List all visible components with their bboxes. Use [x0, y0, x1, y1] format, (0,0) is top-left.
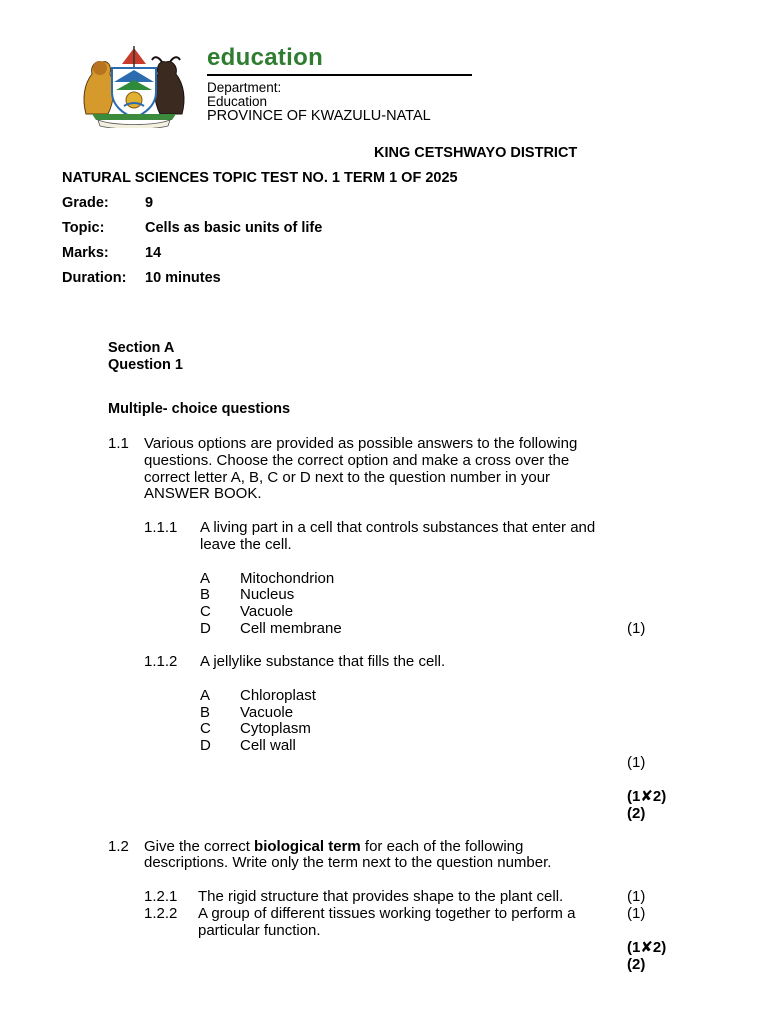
question-text: The rigid structure that provides shape to the plant cell. — [198, 888, 564, 905]
mcq-heading: Multiple- choice questions — [108, 401, 291, 417]
question-number: 1.2.1 — [144, 888, 178, 905]
option-letter: B — [200, 704, 211, 721]
brand-rule — [207, 74, 472, 76]
duration-label: Duration: — [62, 270, 127, 286]
question-text: A jellylike substance that fills the cell. — [200, 653, 446, 670]
question-label: Question 1 — [108, 357, 183, 373]
option-letter: A — [200, 687, 211, 704]
question-number: 1.1 — [108, 435, 129, 452]
brand-wordmark: education — [207, 44, 324, 71]
option-text: Mitochondrion — [240, 570, 335, 587]
instruction-post: for each of the following — [360, 838, 524, 855]
mark-allocation: (1) — [627, 754, 646, 771]
option-letter: D — [200, 737, 211, 754]
question-number: 1.2.2 — [144, 905, 178, 922]
question-text: A group of different tissues working together to perform a — [198, 905, 576, 922]
question-number: 1.1.2 — [144, 653, 178, 670]
subtotal-formula: (1✘2) — [627, 788, 667, 805]
option-text: Cytoplasm — [240, 720, 311, 737]
subtotal-formula: (1✘2) — [627, 939, 667, 956]
mark-allocation: (1) — [627, 888, 646, 905]
grade-value: 9 — [145, 195, 154, 211]
option-text: Vacuole — [240, 704, 294, 721]
option-text: Chloroplast — [240, 687, 316, 704]
province-label: PROVINCE OF KWAZULU-NATAL — [207, 108, 431, 124]
instruction-bold: biological term — [254, 838, 361, 855]
option-text: Cell membrane — [240, 620, 342, 637]
instruction-line: ANSWER BOOK. — [144, 485, 262, 502]
test-title: NATURAL SCIENCES TOPIC TEST NO. 1 TERM 1 OF 2025 — [62, 170, 458, 186]
instruction-line: Various options are provided as possible answers to the following — [144, 435, 578, 452]
mark-allocation: (1) — [627, 620, 646, 637]
question-number: 1.2 — [108, 838, 129, 855]
topic-value: Cells as basic units of life — [145, 220, 323, 236]
education-label: Education — [207, 94, 268, 109]
instruction-pre: Give the correct — [144, 838, 255, 855]
option-letter: C — [200, 603, 211, 620]
instruction-line: descriptions. Write only the term next to the question number. — [144, 854, 552, 871]
option-letter: B — [200, 586, 211, 603]
instruction-line: questions. Choose the correct option and make a cross over the — [144, 452, 570, 469]
topic-label: Topic: — [62, 220, 105, 236]
district-title: KING CETSHWAYO DISTRICT — [374, 145, 578, 161]
grade-label: Grade: — [62, 195, 109, 211]
question-text: particular function. — [198, 922, 321, 939]
mark-allocation: (1) — [627, 905, 646, 922]
option-letter: C — [200, 720, 211, 737]
question-text: A living part in a cell that controls substances that enter and — [200, 519, 596, 536]
question-text: leave the cell. — [200, 536, 292, 553]
subtotal-marks: (2) — [627, 805, 646, 822]
option-letter: A — [200, 570, 211, 587]
coat-of-arms-logo — [78, 44, 190, 128]
subtotal-marks: (2) — [627, 956, 646, 973]
instruction-line — [144, 838, 523, 855]
marks-value: 14 — [145, 245, 162, 261]
option-text: Vacuole — [240, 603, 294, 620]
option-letter: D — [200, 620, 211, 637]
duration-value: 10 minutes — [145, 270, 221, 286]
question-number: 1.1.1 — [144, 519, 178, 536]
department-label: Department: — [207, 80, 282, 95]
marks-label: Marks: — [62, 245, 109, 261]
option-text: Cell wall — [240, 737, 296, 754]
option-text: Nucleus — [240, 586, 295, 603]
instruction-line: correct letter A, B, C or D next to the question number in your — [144, 469, 551, 486]
section-label: Section A — [108, 340, 175, 356]
